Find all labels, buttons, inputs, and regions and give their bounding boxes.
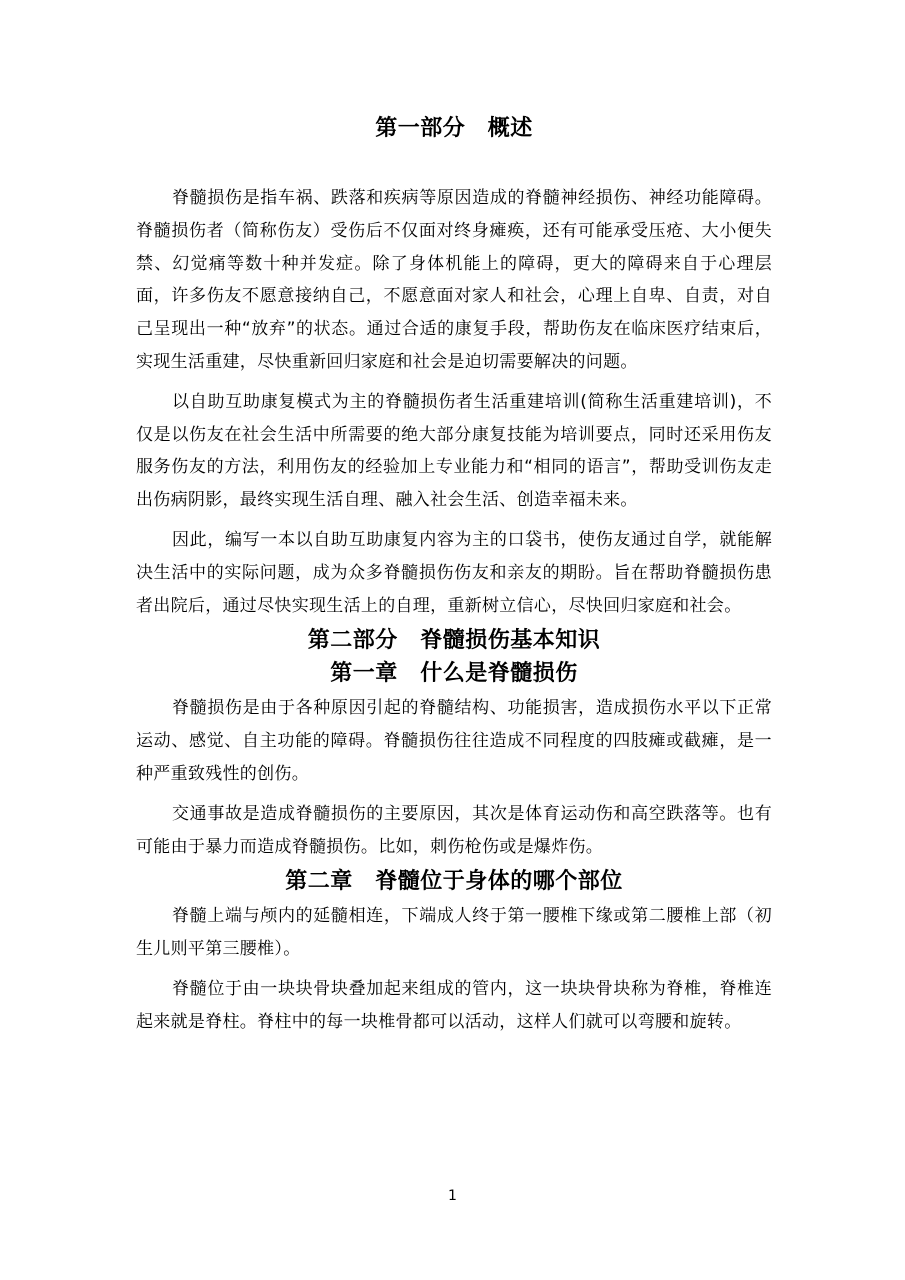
paragraph: 以自助互助康复模式为主的脊髓损伤者生活重建培训(简称生活重建培训)，不仅是以伤友在社会生活中所需要的绝大部分康复技能为培训要点，同时还采用伤友服务伤友的方法，利用伤友的经验加上专业能力和“相同的语言”，帮助受训伤友走出伤病阴影，最终实现生活自理、融入社会生活、创造幸福未来。	[136, 391, 772, 511]
document-page	[136, 108, 772, 1039]
part-two-title: 第二部分 脊髓损伤基本知识	[307, 628, 601, 654]
paragraph: 脊髓位于由一块块骨块叠加起来组成的管内，这一块块骨块称为脊椎，脊椎连起来就是脊柱。脊柱中的每一块椎骨都可以活动，这样人们就可以弯腰和旋转。	[136, 978, 772, 1032]
paragraph: 交通事故是造成脊髓损伤的主要原因，其次是体育运动伤和高空跌落等。也有可能由于暴力而造成脊髓损伤。比如，刺伤枪伤或是爆炸伤。	[136, 803, 772, 857]
paragraph: 脊髓损伤是由于各种原因引起的脊髓结构、功能损害，造成损伤水平以下正常运动、感觉、自主功能的障碍。脊髓损伤往往造成不同程度的四肢瘫或截瘫，是一种严重致残性的创伤。	[136, 698, 772, 784]
part-one-title: 第一部分 概述	[375, 116, 533, 141]
paragraph: 因此，编写一本以自助互助康复内容为主的口袋书，使伤友通过自学，就能解决生活中的实际问题，成为众多脊髓损伤伤友和亲友的期盼。旨在帮助脊髓损伤患者出院后，通过尽快实现生活上的自理，重新树立信心，尽快回归家庭和社会。	[136, 529, 772, 616]
chapter-two-title: 第二章 脊髓位于身体的哪个部位	[285, 869, 623, 895]
paragraph: 脊髓损伤是指车祸、跌落和疾病等原因造成的脊髓神经损伤、神经功能障碍。脊髓损伤者（简称伤友）受伤后不仅面对终身瘫痪，还有可能承受压疮、大小便失禁、幻觉痛等数十种并发症。除了身体机能上的障碍，更大的障碍来自于心理层面，许多伤友不愿意接纳自己，不愿意面对家人和社会，心理上自卑、自责，对自己呈现出一种“放弃”的状态。通过合适的康复手段，帮助伤友在临床医疗结束后，实现生活重建，尽快重新回归家庭和社会是迫切需要解决的问题。	[136, 188, 772, 372]
page-number: 1	[448, 1188, 457, 1204]
chapter-one-title: 第一章 什么是脊髓损伤	[330, 661, 578, 687]
paragraph: 脊髓上端与颅内的延髓相连，下端成人终于第一腰椎下缘或第二腰椎上部（初生儿则平第三腰椎）。	[136, 906, 772, 960]
